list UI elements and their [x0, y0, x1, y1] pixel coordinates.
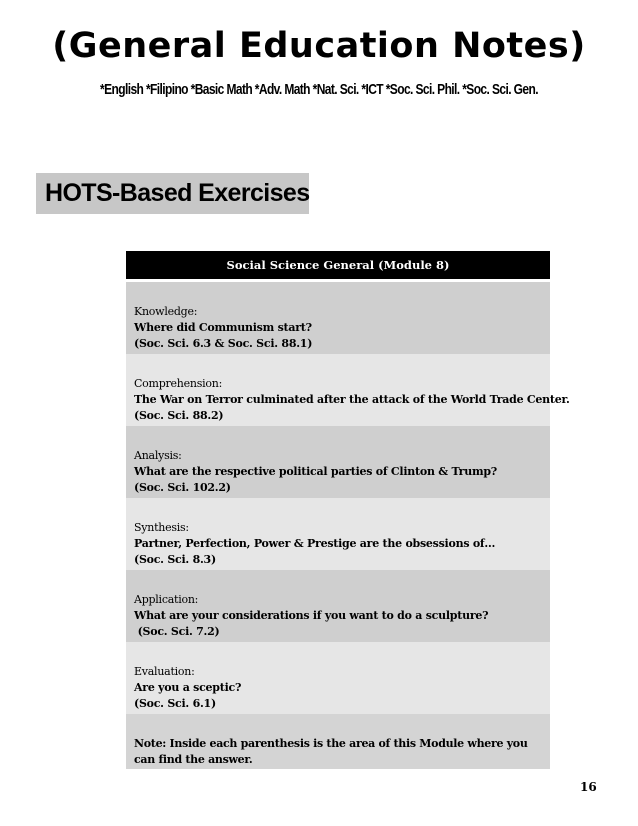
row-level: Knowledge:	[134, 305, 198, 318]
row-reference: (Soc. Sci. 8.3)	[134, 553, 216, 566]
row-question: The War on Terror culminated after the attack of the World Trade Center.	[134, 393, 570, 406]
row-level: Synthesis:	[134, 521, 189, 534]
page-number: 16	[580, 780, 597, 794]
row-reference: (Soc. Sci. 6.3 & Soc. Sci. 88.1)	[134, 337, 313, 350]
row-level: Application:	[134, 593, 199, 606]
row-reference: (Soc. Sci. 102.2)	[134, 481, 231, 494]
row-level: Analysis:	[134, 449, 182, 462]
row-reference: (Soc. Sci. 6.1)	[134, 697, 216, 710]
table-header: Social Science General (Module 8)	[126, 251, 550, 282]
subjects-subtitle: *English *Filipino *Basic Math *Adv. Math *Nat. Sci. *ICT *Soc. Sci. Phil. *Soc. Sci. Gen.	[100, 80, 538, 98]
page-title: (General Education Notes)	[52, 26, 586, 66]
row-question: Are you a sceptic?	[134, 681, 242, 694]
row-reference: (Soc. Sci. 88.2)	[134, 409, 224, 422]
exercise-table	[126, 251, 570, 769]
row-reference: (Soc. Sci. 7.2)	[134, 625, 220, 638]
table-row	[126, 426, 550, 498]
row-question: Partner, Perfection, Power & Prestige are the obsessions of…	[134, 537, 496, 550]
table-row	[126, 282, 550, 354]
row-question: Where did Communism start?	[134, 321, 312, 334]
table-row	[126, 354, 570, 426]
table-row	[126, 570, 550, 642]
table-note: Note: Inside each parenthesis is the area of this Module where you can find the answer.	[126, 714, 550, 769]
section-banner: HOTS-Based Exercises	[36, 173, 309, 214]
row-question: What are your considerations if you want to do a sculpture?	[134, 609, 489, 622]
table-row	[126, 498, 550, 570]
row-question: What are the respective political parties of Clinton & Trump?	[134, 465, 497, 478]
table-row	[126, 642, 550, 714]
row-level: Comprehension:	[134, 377, 223, 390]
row-level: Evaluation:	[134, 665, 195, 678]
